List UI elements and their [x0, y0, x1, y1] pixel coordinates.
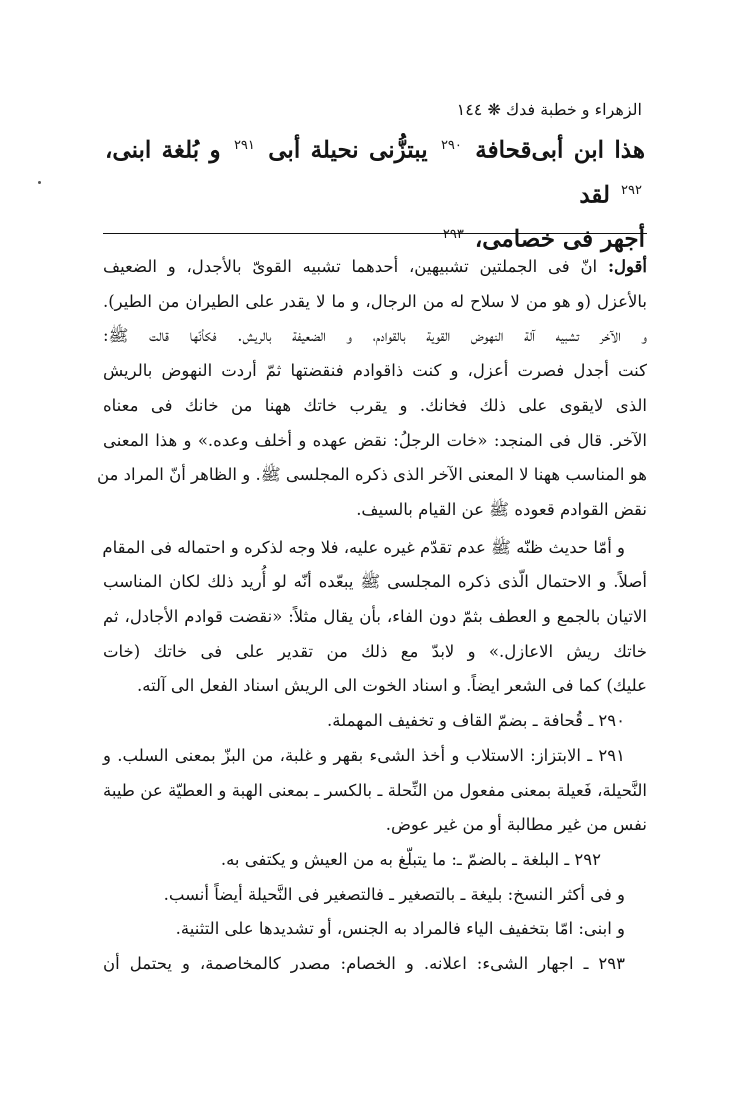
- separator-rule: [103, 233, 647, 234]
- footnote-ref: ٢٩١: [233, 138, 255, 153]
- footnote-290: [103, 704, 647, 739]
- footnote-line: النَّحيلة، فَعيلة بمعنى مفعول من النِّحلة ـ بالكسر ـ بمعنى الهبة و العطيّة عن طيبة: [103, 780, 647, 800]
- footnote-292: [103, 843, 647, 947]
- quote-part: يبتزُّنى نحيلة أبى: [268, 136, 428, 164]
- text-line: و الآخر تشبيه آلة النهوض القوية بالقوادم، و الضعيفة بالريش. فكأنّها قالت ﷺ:: [103, 326, 647, 346]
- commentary-paragraph-2: [103, 531, 647, 705]
- footnote-line: ٢٩١ ـ الابتزاز: الاستلاب و أخذ الشىء بقهر و غلبة، من البزّ بمعنى السلب. و: [103, 745, 625, 765]
- footnote-ref: ٢٩٢: [621, 182, 642, 198]
- text-line: [103, 250, 647, 285]
- footnote-293: [103, 947, 647, 982]
- margin-dot: [38, 181, 41, 184]
- text-line: الآخر. قال فى المنجد: «خات الرجلُ: نقض عهده و أخلف وعده.» و هذا المعنى: [103, 430, 647, 450]
- footnote-ref: ٢٩٠: [440, 138, 462, 153]
- quote-part: هذا ابن أبى‌قحافة: [475, 136, 645, 164]
- text-line: الاتيان بالجمع و العطف بثمّ دون الفاء، بأن يقال مثلاً: «نقضت قوادم الأجادل، ثم: [103, 607, 647, 627]
- footnote-line: ٢٩٠ ـ قُحافة ـ بضمّ القاف و تخفيف المهملة.: [327, 711, 625, 731]
- text-line: كنت أجدل فصرت أعزل، و كنت ذاقوادم فنقضتها ثمّ أردت النهوض بالريش: [103, 361, 647, 381]
- quote-part: أجهر فى خصامى،: [474, 225, 645, 253]
- commentary-paragraph-1: [97, 250, 648, 531]
- footnote-line: ٢٩٣ ـ اجهار الشىء: اعلانه. و الخصام: مصدر كالمخاصمة، و يحتمل أن: [103, 954, 625, 974]
- quote-part: و بُلغة ابنى،: [105, 136, 221, 164]
- footnote-line: و ابنى: امّا بتخفيف الياء فالمراد به الجنس، أو تشديدها على التثنية.: [175, 919, 625, 939]
- text-line: نقض القوادم قعوده ﷺ عن القيام بالسيف.: [356, 499, 647, 519]
- text-line: و أمّا حديث ظنّه ﷺ عدم تقدّم غيره عليه، فلا وجه لذكره و احتماله فى المقام: [102, 537, 625, 557]
- footnote-line: و فى أكثر النسخ: بليغة ـ بالتصغير ـ فالتصغير فى النَّحيلة أيضاً أنسب.: [163, 884, 625, 904]
- quote-part: لقد: [579, 181, 611, 209]
- text-line: عليك) كما فى الشعر ايضاً. و اسناد الخوت الى الريش اسناد الفعل الى آلته.: [136, 676, 647, 696]
- paragraph-lead: أقول:: [607, 257, 648, 276]
- text-line: بالأعزل (و هو من لا سلاح له من الرجال، و ما لا يقدر على الطيران من الطير).: [103, 291, 647, 311]
- quoted-sermon-text: [105, 126, 645, 260]
- running-head: الزهراء و خطبة فدك ❋ ١٤٤: [456, 100, 642, 119]
- text-line: أصلاً. و الاحتمال الّذى ذكره المجلسى ﷺ يبعّده أنّه لو أُريد ذلك لكان المناسب: [103, 572, 647, 592]
- text-line: الذى لايقوى على ذلك فخانك. و يقرب خاتك ههنا من خانك فى معناه: [103, 395, 647, 415]
- text-line: خاتك ريش الاعازل.» و لابدّ مع ذلك من تقدير على فى خاتك (خات: [103, 641, 647, 661]
- line-text: انّ فى الجملتين تشبيهين، أحدهما تشبيه القوىّ بالأجدل، و الضعيف: [103, 257, 598, 276]
- footnote-291: [103, 739, 647, 843]
- footnote-ref: ٢٩٣: [442, 227, 464, 243]
- commentary-body: [97, 250, 648, 982]
- text-line: هو المناسب ههنا لا المعنى الآخر الذى ذكره المجلسى ﷺ. و الظاهر أنّ المراد من: [97, 465, 647, 485]
- footnote-line: نفس من غير مطالبة أو من غير عوض.: [385, 815, 647, 835]
- footnote-line: ٢٩٢ ـ البلغة ـ بالضمّ ـ: ما يتبلّغ به من العيش و يكتفى به.: [220, 849, 601, 869]
